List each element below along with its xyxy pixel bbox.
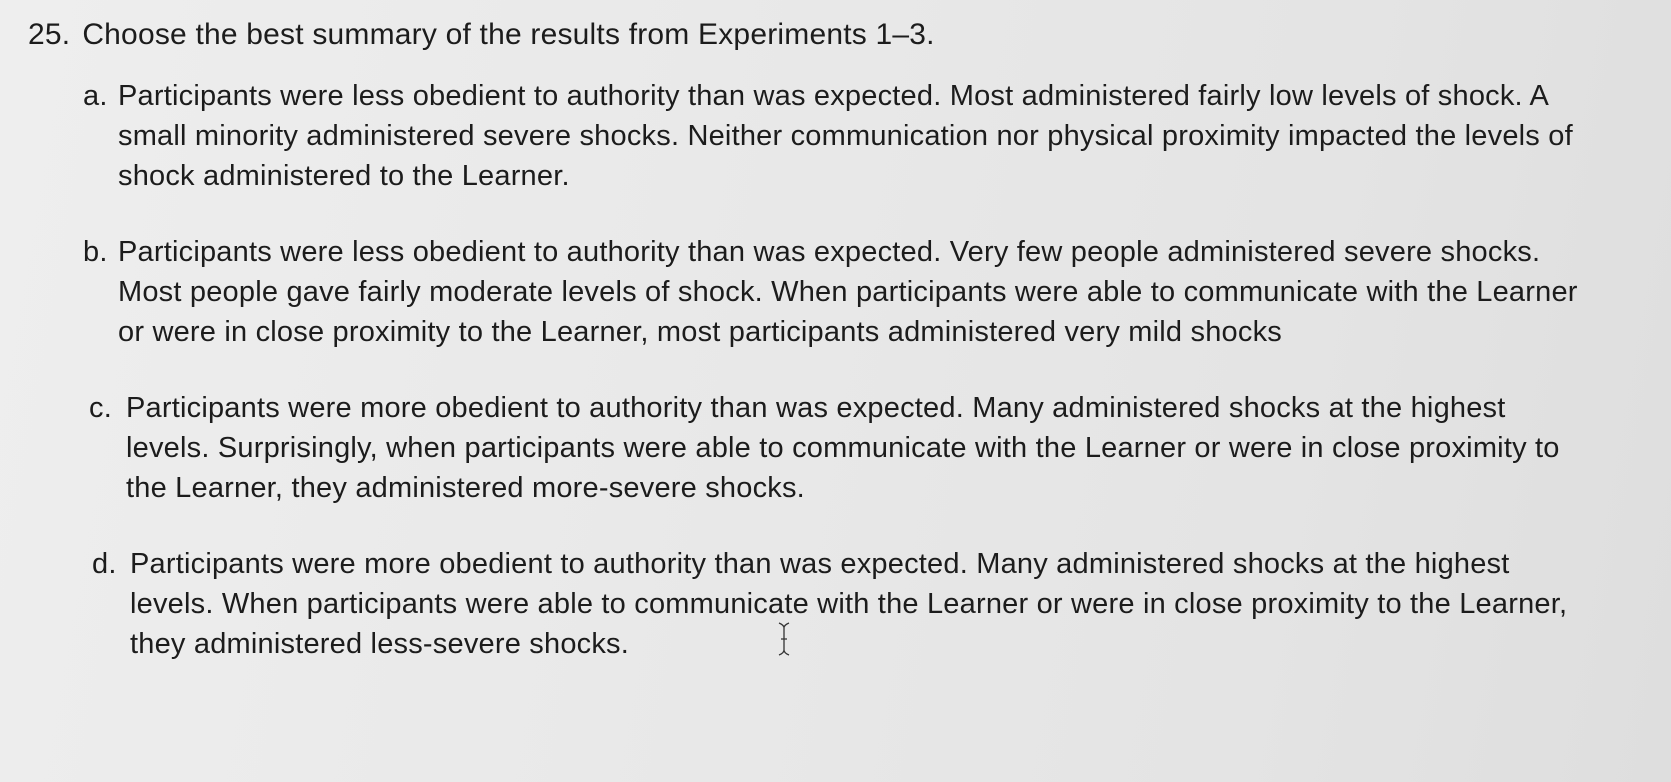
choice-a[interactable] <box>28 76 1658 196</box>
answer-choices <box>28 76 1658 664</box>
choice-d[interactable] <box>28 544 1658 664</box>
choice-a-text: Participants were less obedient to authority than was expected. Most administered fairly low levels of shock. A small minority administered severe shocks. Neither communication nor physical proximity impacted the levels of shock administered to the Learner. <box>118 80 1573 192</box>
text-cursor-icon <box>778 622 790 656</box>
choice-d-letter: d. <box>92 548 117 580</box>
choice-a-letter: a. <box>83 80 108 112</box>
question-prompt: Choose the best summary of the results from Experiments 1–3. <box>82 18 935 51</box>
choice-c-text: Participants were more obedient to authority than was expected. Many administered shocks at the highest levels. Surprisingly, when participants were able to communicate with the Learner or were in close proximity to the Learner, they administered more-severe shocks. <box>126 392 1560 504</box>
question-title <box>28 18 1658 52</box>
choice-b-letter: b. <box>83 236 108 268</box>
choice-b-text: Participants were less obedient to authority than was expected. Very few people administered severe shocks. Most people gave fairly moderate levels of shock. When participants were able to communicate with the Learner or were in close proximity to the Learner, most participants administered very mild shocks <box>118 236 1578 348</box>
choice-d-text: Participants were more obedient to authority than was expected. Many administered shocks at the highest levels. When participants were able to communicate with the Learner or were in close proximity to the Learner, they administered less-severe shocks. <box>130 548 1568 660</box>
choice-b[interactable] <box>28 232 1658 352</box>
question-number: 25. <box>28 18 71 51</box>
choice-c-letter: c. <box>89 392 112 424</box>
choice-c[interactable] <box>28 388 1658 508</box>
question-25 <box>28 18 1658 700</box>
